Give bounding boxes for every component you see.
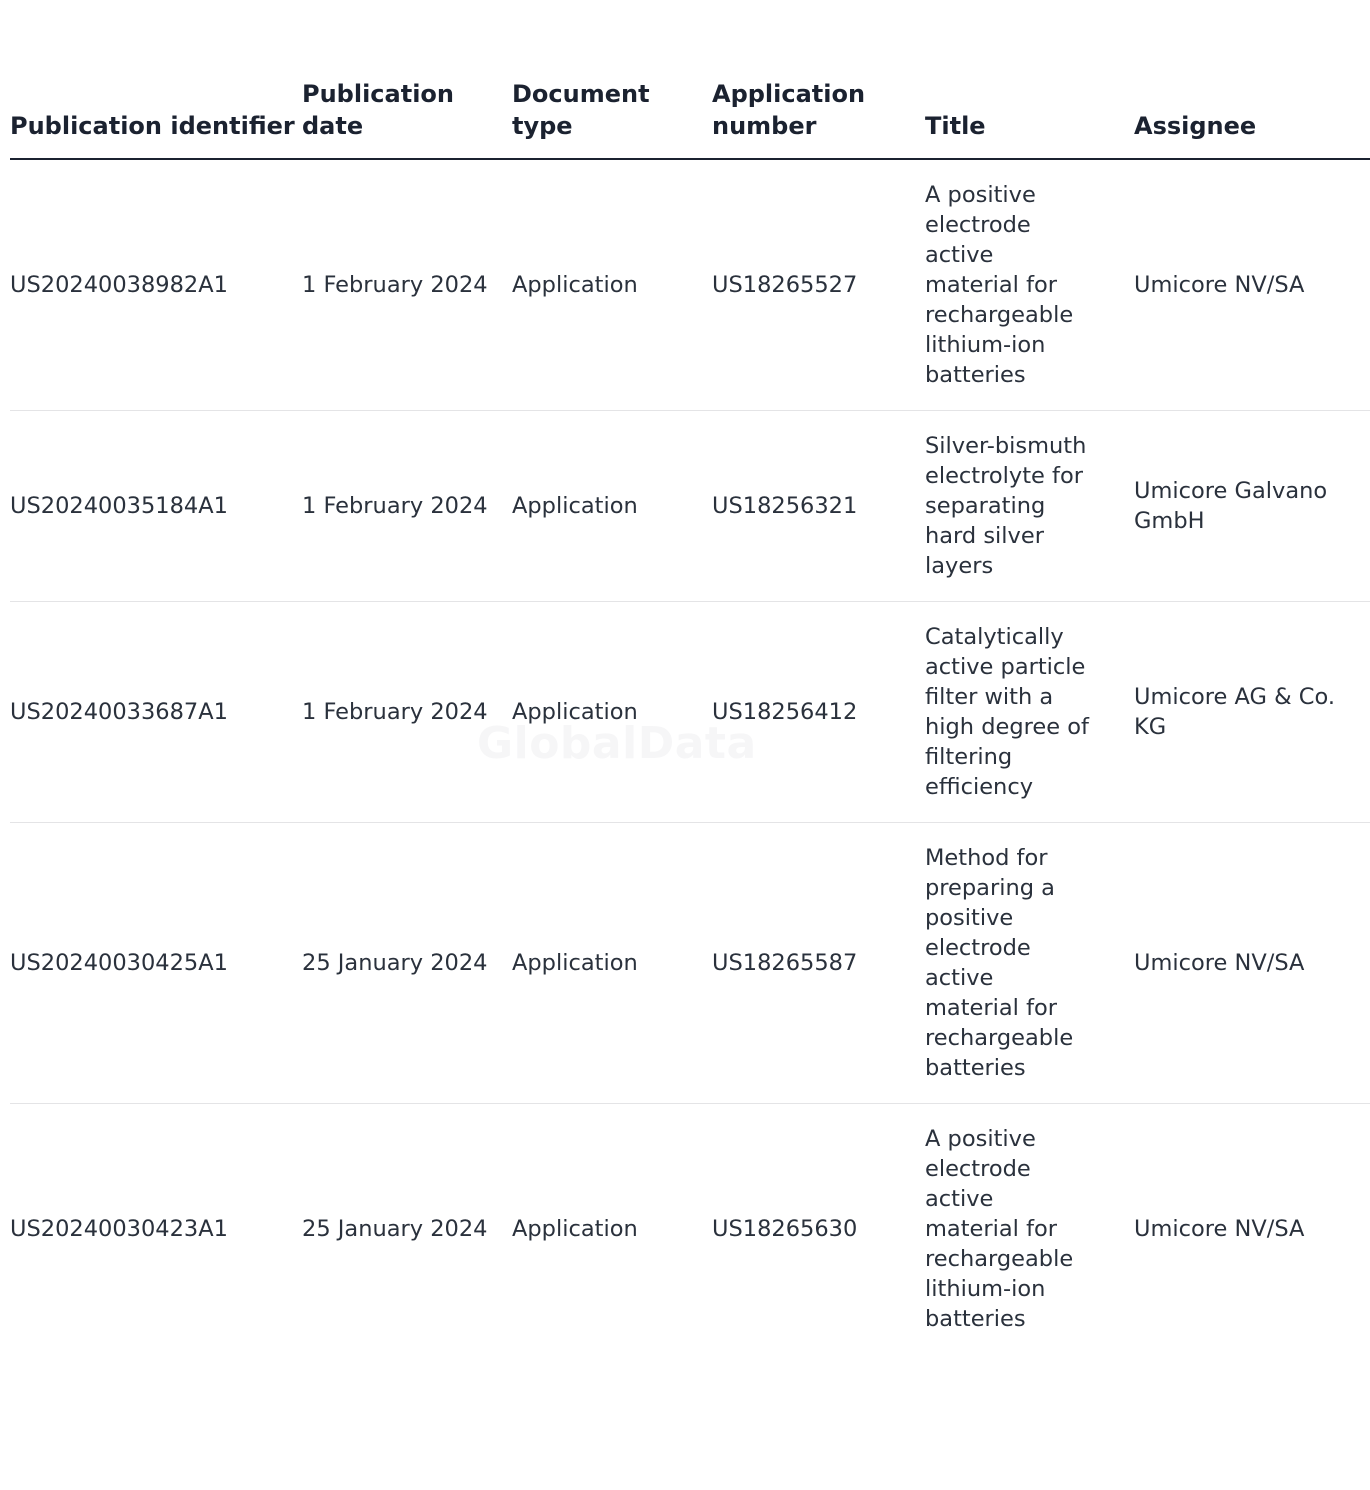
cell-publication-date: 1 February 2024 [302, 159, 512, 411]
cell-application-number: US18265527 [712, 159, 925, 411]
cell-application-number: US18256321 [712, 411, 925, 602]
cell-document-type: Application [512, 159, 712, 411]
cell-application-number: US18265630 [712, 1216, 858, 1242]
table-viewport [10, 0, 1336, 1490]
column-header-document-type: Document type [512, 78, 712, 159]
cell-document-type: Application [512, 1216, 638, 1242]
cell-assignee: Umicore NV/SA [1134, 159, 1370, 411]
cell-publication-identifier: US20240038982A1 [10, 159, 302, 411]
globaldata-watermark: GlobalData [477, 718, 757, 769]
cell-publication-date: 25 January 2024 [302, 823, 512, 1104]
patents-table [10, 78, 1370, 1354]
cell-publication-date: 1 February 2024 [302, 411, 512, 602]
column-header-assignee: Assignee [1134, 78, 1370, 159]
cell-publication-identifier: US20240035184A1 [10, 411, 302, 602]
cell-document-type: Application [512, 602, 712, 823]
table-row [10, 823, 1370, 1104]
cell-assignee: Umicore NV/SA [1134, 1216, 1305, 1242]
cell-publication-identifier: US20240030423A1 [10, 1216, 228, 1242]
table-row [10, 411, 1370, 602]
column-header-application-number: Application number [712, 78, 925, 159]
cell-publication-identifier: US20240033687A1 [10, 602, 302, 823]
cell-assignee: Umicore AG & Co. KG [1134, 602, 1370, 823]
table-row [10, 602, 1370, 823]
cell-assignee: Umicore NV/SA [1134, 823, 1370, 1104]
table-row [10, 159, 1370, 411]
cell-document-type: Application [512, 823, 712, 1104]
column-header-title: Title [925, 78, 1134, 159]
cell-assignee: Umicore Galvano GmbH [1134, 411, 1370, 602]
cell-application-number: US18265587 [712, 823, 925, 1104]
cell-publication-identifier: US20240030425A1 [10, 823, 302, 1104]
cell-publication-date: 1 February 2024 [302, 602, 512, 823]
column-header-publication-date: Publication date [302, 78, 512, 159]
cell-title: Silver-bismuth electrolyte for separating hard silver layers [925, 411, 1134, 602]
cell-title: Catalytically active particle filter with a high degree of filtering efficiency [925, 602, 1134, 823]
cell-document-type: Application [512, 411, 712, 602]
table-header-row [10, 78, 1370, 159]
table-row [10, 1104, 1370, 1355]
cell-title: Method for preparing a positive electrode active material for rechargeable batteries [925, 823, 1134, 1104]
cell-publication-date: 25 January 2024 [302, 1216, 488, 1242]
cell-title: A positive electrode active material for rechargeable lithium-ion batteries [925, 1126, 1074, 1332]
column-header-publication-identifier: Publication identifier [10, 78, 302, 159]
cell-application-number: US18256412 [712, 602, 925, 823]
cell-title: A positive electrode active material for rechargeable lithium-ion batteries [925, 159, 1134, 411]
